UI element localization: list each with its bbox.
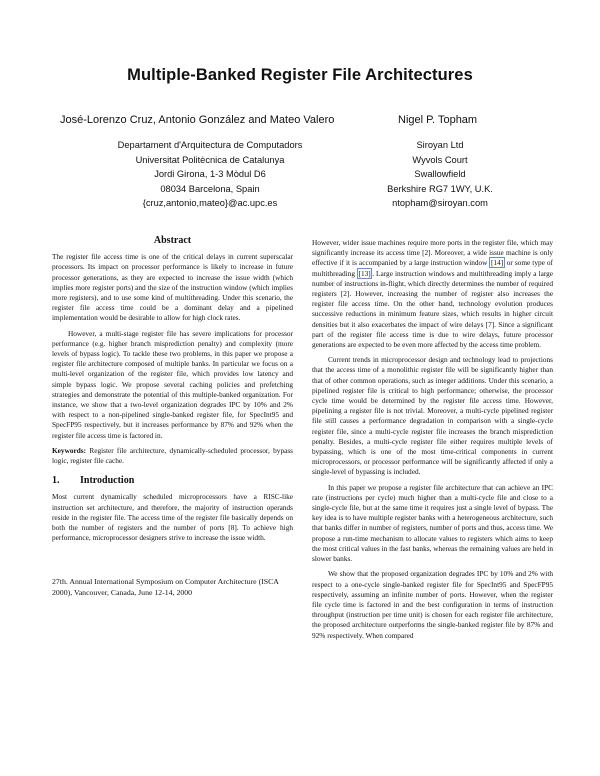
right-column	[312, 238, 553, 646]
citation-link-13[interactable]: [13]	[358, 268, 371, 278]
footnote: 27th. Annual International Symposium on Computer Architecture (ISCA 2000), Vancouver, Canada, June 12-14, 2000	[52, 577, 279, 598]
authors-right: Nigel P. Topham	[398, 114, 478, 126]
body-paragraph: We show that the proposed organization degrades IPC by 10% and 2% with respect to a one-cycle single-banked register file for SpecInt95 and SpecFP95 respectively, assuming an infinite number of ports. However, when the register file cycle time is factored in and the best configuration in terms of instruction throughput (instruction per time unit) is chosen for each register file architecture, the proposed architecture outperforms the single-banked register file by 87% and 92% respectively. When compared	[312, 569, 553, 640]
text-run: . Large instruction windows and multithreading imply a large number of instructions in-flight, which directly determines the number of required registers [2]. However, increasing the number of register also increases the register file access time. On the other hand, technology evolution produces successive reductions in minimum feature sizes, which results in higher circuit densities but it also exacerbates the impact of wire delays [7]. Since a significant part of the register file access time is due to wire delays, future processor generations are expected to be even more affected by the access time problem.	[312, 268, 554, 350]
affiliation-right-line: Swallowfield	[414, 169, 466, 180]
section-title: Introduction	[80, 475, 135, 487]
intro-paragraph: Most current dynamically scheduled microprocessors have a RISC-like instruction set architecture, and therefore, the majority of instruction operands reside in the register file. The access time of the register file basically depends on both the number of registers and the number of ports [8]. To achieve high performance, microprocessor designers strive to increase the issue width.	[52, 492, 293, 543]
body-paragraph: Current trends in microprocessor design and technology lead to projections that the access time of a monolithic register file will be significantly higher than that of other common operations, such as integer additions. Under this scenario, a pipelined register file is critical to high performance; otherwise, the processor cycle time would be determined by the register file access time. However, pipelining a register file is not trivial. Moreover, a multi-cycle pipelined register file still causes a performance degradation in comparison with a single-cycle register file, since a multi-cycle register file increases the branch misprediction penalty. Besides, a multi-cycle register file either requires multiple levels of bypassing, which is one of the most time-critical components in current microprocessors, or processor performance will be significantly affected if only a single-level of bypassing is included.	[312, 355, 553, 477]
text-run: or some type of multithreading	[312, 258, 553, 278]
left-column	[52, 236, 293, 548]
section-number: 1.	[52, 475, 60, 487]
authors-left: José-Lorenzo Cruz, Antonio González and Mateo Valero	[60, 114, 335, 126]
affiliation-left-line: Jordi Girona, 1-3 Mòdul D6	[154, 169, 266, 180]
affiliation-right-line: Wyvols Court	[412, 154, 468, 165]
keywords-text: Register file architecture, dynamically-scheduled processor, bypass logic, register file cache.	[52, 445, 294, 466]
affiliation-left-line: Departament d'Arquitectura de Computadors	[117, 140, 303, 150]
body-paragraph	[312, 238, 553, 350]
affiliation-left-line: 08034 Barcelona, Spain	[160, 183, 260, 194]
affiliation-right-email: ntopham@siroyan.com	[392, 198, 488, 209]
abstract-paragraph: However, a multi-stage register file has severe implications for processor performance (e.g. higher branch misprediction penalty) and complexity (more levels of bypass logic). To tackle these two problems, in this paper we propose a register file architecture composed of multiple banks. In particular we focus on a multi-level organization of the register file, which provides low latency and simple bypass logic. We propose several caching policies and prefetching strategies and demonstrate the potential of this multiple-banked organization. For instance, we show that a two-level organization degrades IPC by 10% and 2% with respect to a non-pipelined single-banked register file, for SpecInt95 and SpecFP95 respectively, but it increases performance by 87% and 92% when the register file access time is factored in.	[52, 328, 293, 440]
citation-link-14[interactable]: [14]	[490, 258, 504, 268]
keywords	[52, 446, 293, 466]
affiliation-right-line: Berkshire RG7 1WY, U.K.	[387, 183, 493, 194]
affiliation-left	[90, 138, 330, 211]
paper-title: Multiple-Banked Register File Architectures	[127, 66, 473, 84]
affiliation-left-line: Universitat Politècnica de Catalunya	[135, 154, 285, 165]
body-paragraph: In this paper we propose a register file architecture that can achieve an IPC rate (instructions per cycle) much higher than a multi-cycle file and close to a single-cycle file, but at the same time it requires just a single level of bypass. The key idea is to have multiple register banks with a heterogeneous architecture, such that banks differ in number of registers, number of ports and thus, access time. We propose a run-time mechanism to allocate values to registers which aims to keep the most critical values in the fast banks, whereas the remaining values are held in slower banks.	[312, 482, 553, 564]
affiliation-right-line: Siroyan Ltd	[416, 140, 464, 150]
text-run: However, wider issue machines require more ports in the register file, which may significantly increase its access time [2]. Moreover, a wide issue machine is only effective if it is accompanied by a large instruction window	[312, 238, 553, 268]
affiliation-left-email: {cruz,antonio,mateo}@ac.upc.es	[142, 198, 278, 209]
affiliation-right	[370, 138, 510, 211]
section-heading	[52, 476, 293, 486]
abstract-heading: Abstract	[153, 235, 192, 246]
keywords-label: Keywords:	[52, 445, 87, 455]
abstract-paragraph: The register file access time is one of the critical delays in current superscalar processors. Its impact on processor performance is likely to increase in future processor generations, as they are expected to increase the issue width (which implies more register ports) and the size of the instruction window (which implies more registers), and to use some kind of multithreading. Under this scenario, the register file access time could be a dominant delay and a pipelined implementation would be desirable to allow for high clock rates.	[52, 252, 293, 323]
